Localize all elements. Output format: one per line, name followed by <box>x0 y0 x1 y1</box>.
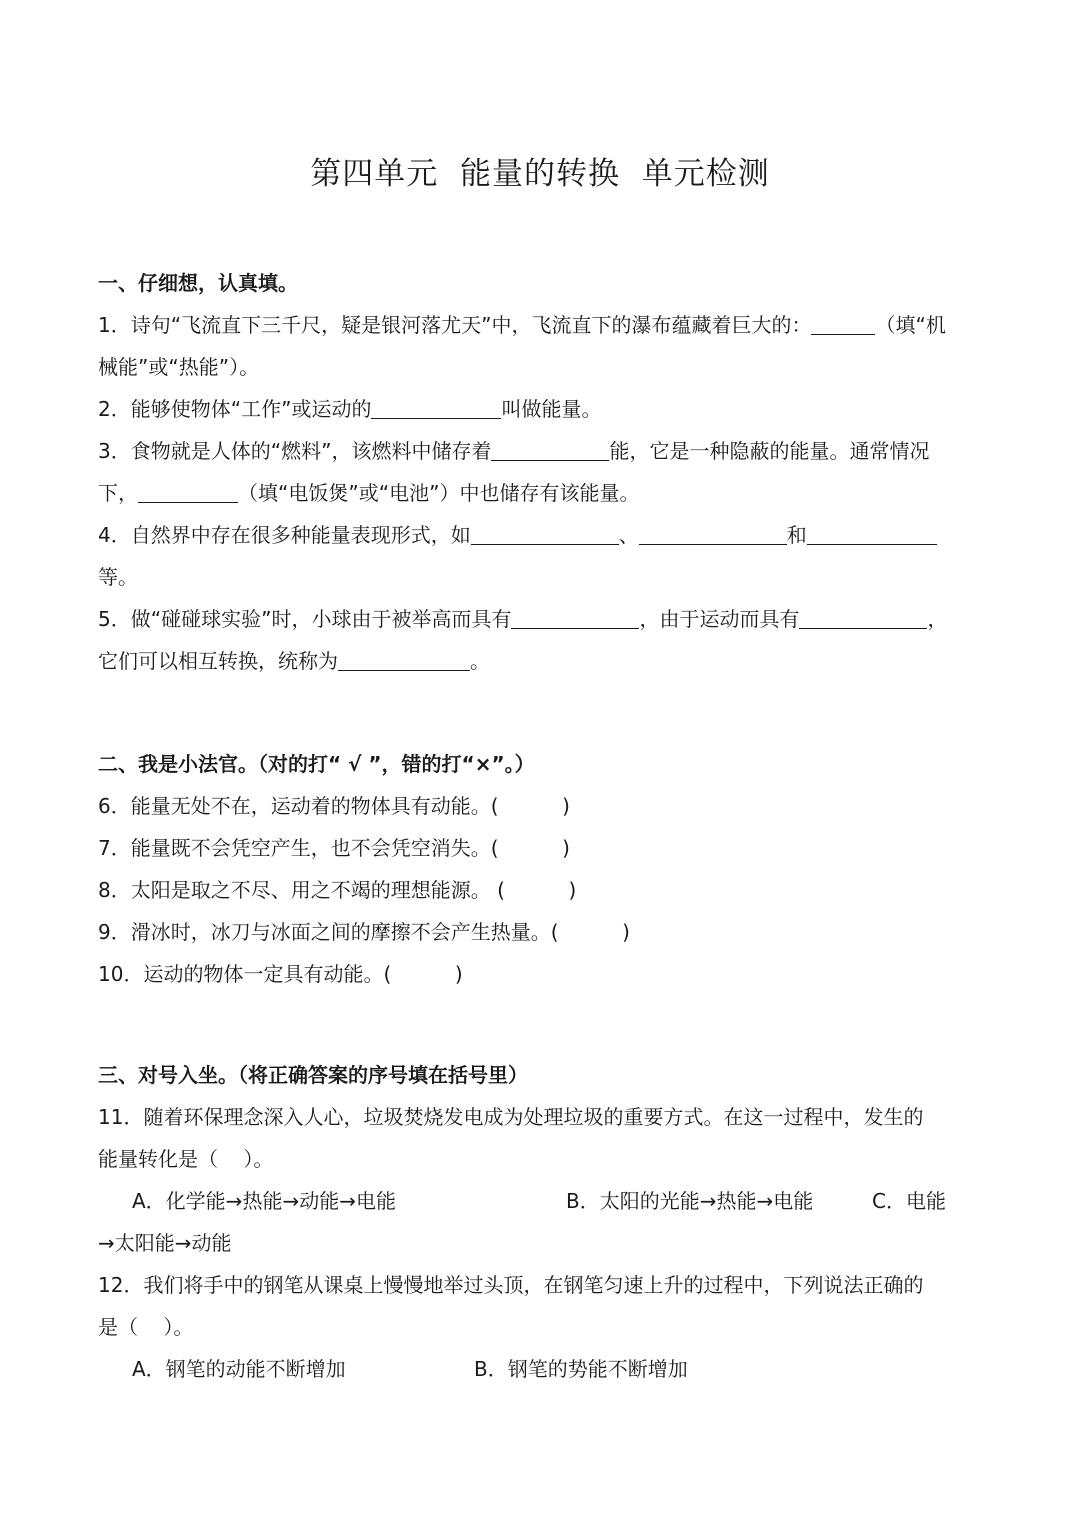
question-11: 11．随着环保理念深入人心，垃圾焚烧发电成为处理垃圾的重要方式。在这一过程中，发生的 <box>98 1105 924 1129</box>
option-c[interactable]: C．电能 <box>872 1189 946 1213</box>
option-b[interactable]: B．太阳的光能→热能→电能 <box>566 1189 814 1213</box>
section-heading: 一、仔细想，认真填。 <box>98 271 298 295</box>
question-4 <box>98 514 982 556</box>
judgement-item[interactable]: 9．滑冰时，冰刀与冰面之间的摩擦不会产生热量。( ) <box>98 920 630 944</box>
question-12-options <box>98 1348 982 1390</box>
answer-blank[interactable] <box>807 522 937 545</box>
question-text: 能，它是一种隐蔽的能量。通常情况 <box>609 439 930 463</box>
question-3 <box>98 430 982 472</box>
question-2 <box>98 388 982 430</box>
question-text: 。 <box>470 649 490 673</box>
option-a[interactable]: A．钢笔的动能不断增加 <box>132 1357 346 1381</box>
answer-blank[interactable] <box>138 480 238 503</box>
question-5 <box>98 598 982 640</box>
question-text: 叫做能量。 <box>501 397 602 421</box>
question-text: 、 <box>618 523 639 547</box>
question-1 <box>98 304 982 346</box>
page-title: 第四单元 能量的转换 单元检测 <box>310 156 770 192</box>
question-text: （填“机 <box>875 313 946 337</box>
question-text: （填“电饭煲”或“电池”）中也储存有该能量。 <box>238 481 640 505</box>
question-11-options <box>98 1180 982 1222</box>
question-text: ， <box>927 607 948 631</box>
judgement-item[interactable]: 10．运动的物体一定具有动能。( ) <box>98 962 463 986</box>
answer-blank[interactable] <box>338 648 470 671</box>
answer-blank[interactable] <box>471 522 619 545</box>
question-text: 1．诗句“飞流直下三千尺，疑是银河落尤天”中，飞流直下的瀑布蕴藏着巨大的： <box>98 313 812 337</box>
question-text: 4．自然界中存在很多种能量表现形式，如 <box>98 523 471 547</box>
question-text: ，由于运动而具有 <box>639 607 800 631</box>
answer-blank[interactable] <box>511 606 639 629</box>
question-4-cont: 等。 <box>98 565 138 589</box>
question-11-cont[interactable]: 能量转化是（ ）。 <box>98 1147 274 1171</box>
judgement-item[interactable]: 6．能量无处不在，运动着的物体具有动能。( ) <box>98 794 570 818</box>
question-1-cont: 械能”或“热能”）。 <box>98 355 260 379</box>
question-5-cont <box>98 640 982 682</box>
answer-blank[interactable] <box>639 522 787 545</box>
question-12: 12．我们将手中的钢笔从课桌上慢慢地举过头顶，在钢笔匀速上升的过程中，下列说法正确的 <box>98 1273 924 1297</box>
section-multiple-choice <box>98 1054 982 1390</box>
question-text: 5．做“碰碰球实验”时，小球由于被举高而具有 <box>98 607 512 631</box>
option-b[interactable]: B．钢笔的势能不断增加 <box>474 1357 688 1381</box>
question-text: 3．食物就是人体的“燃料”，该燃料中储存着 <box>98 439 492 463</box>
option-c-cont: →太阳能→动能 <box>98 1231 232 1255</box>
answer-blank[interactable] <box>491 438 609 461</box>
question-text: 和 <box>786 523 807 547</box>
answer-blank[interactable] <box>811 312 875 335</box>
section-heading: 二、我是小法官。（对的打“ √ ”，错的打“×”。） <box>98 752 535 776</box>
section-fill-blank <box>98 262 982 682</box>
question-text: 下， <box>98 481 138 505</box>
question-3-cont <box>98 472 982 514</box>
judgement-item[interactable]: 8．太阳是取之不尽、用之不竭的理想能源。 ( ) <box>98 878 577 902</box>
option-a[interactable]: A．化学能→热能→动能→电能 <box>132 1189 396 1213</box>
answer-blank[interactable] <box>371 396 501 419</box>
question-text: 它们可以相互转换，统称为 <box>98 649 338 673</box>
question-text: 2．能够使物体“工作”或运动的 <box>98 397 372 421</box>
answer-blank[interactable] <box>799 606 927 629</box>
question-12-cont[interactable]: 是（ ）。 <box>98 1315 194 1339</box>
judgement-item[interactable]: 7．能量既不会凭空产生，也不会凭空消失。( ) <box>98 836 570 860</box>
section-heading: 三、对号入坐。（将正确答案的序号填在括号里） <box>98 1063 528 1087</box>
section-true-false <box>98 743 982 995</box>
